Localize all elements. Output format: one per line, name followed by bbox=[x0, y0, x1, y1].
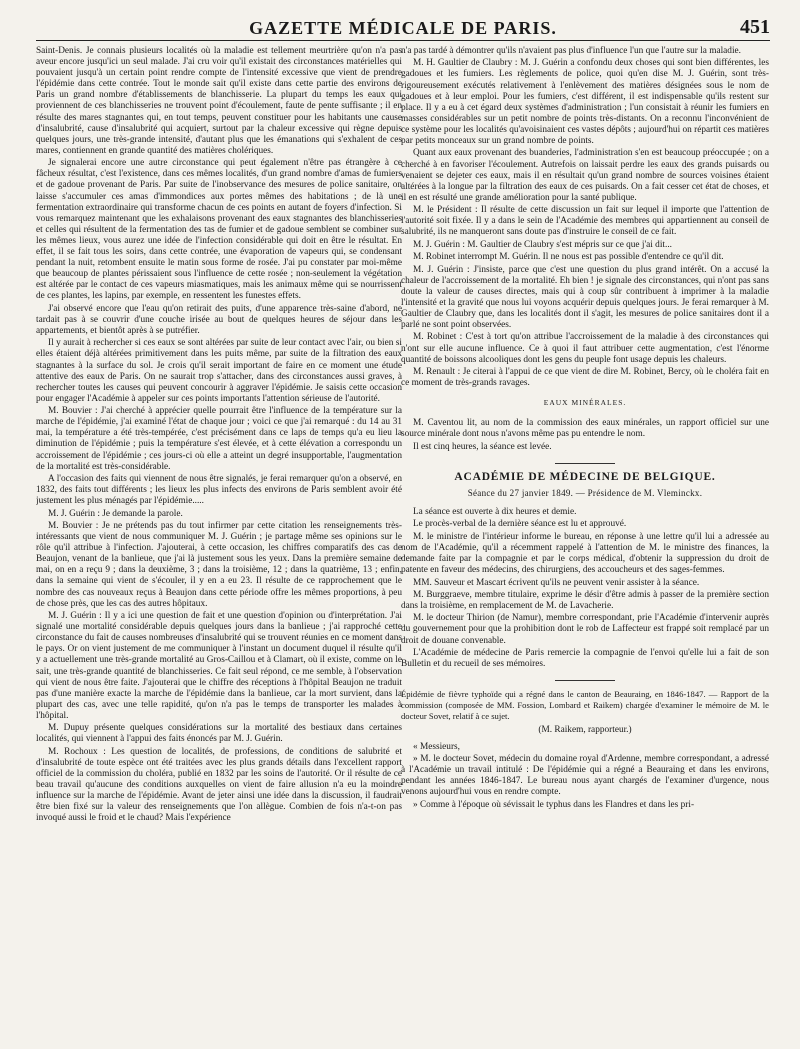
paragraph: MM. Sauveur et Mascart écrivent qu'ils ne peuvent venir assister à la séance. bbox=[413, 577, 700, 588]
paragraph: M. le ministre de l'intérieur informe le bureau, en réponse à une lettre qu'il lui a adressée au nom de l'Académie, qu'il a récemment rappelé à l'attention de M. le ministre des finances, la demande faite par la compagnie et par le corps médical, d'obtenir la suppression du droit de patente en faveur des médecins, des chirurgiens, des accoucheurs et des sages-femmes. bbox=[401, 531, 769, 576]
paragraph: J'ai observé encore que l'eau qu'on retirait des puits, d'une apparence très-saine d'abord, ne tardait pas à se couvrir d'une couche irisée au bout de quelques heures de séjour dans les appartements, et bientôt après à se putréfier. bbox=[36, 303, 402, 336]
paragraph: Je signalerai encore une autre circonstance qui peut également n'être pas étrangère à ce fâcheux résultat, c'est l'existence, dans ces mêmes localités, d'un grand nombre d'amas de fumiers et de gadoue provenant de Paris. Par suite de l'inobservance des mesures de police sanitaire, on laisse s'accumuler ces amas d'immondices aux portes mêmes des habitations ; de là une fermentation extraordinaire qui transforme chacun de ces points en autant de foyers d'infection. Si vous remarquez maintenant que les exhalaisons provenant des eaux stagnantes des blanchisseries et celles qui résultent de la fermentation des tas de fumier et de gadoue semblent se combiner sur les mêmes lieux, vous aurez une idée de l'infection considérable qui doit en être le résultat. En effet, il se fait tous les soirs, dans cette contrée, une évaporation de vapeurs qui, se condensant pendant la nuit, retombent ensuite le matin sous forme de rosée. J'ai pu constater par moi-même que beaucoup de plantes périssaient sous l'influence de cette rosée ; non-seulement la végétation est altérée par le contact de ces vapeurs miasmatiques, mais les animaux même qui se nourrissent de ces plantes, les lapins, par exemple, en ressentent les funestes effets. bbox=[36, 158, 402, 302]
page-number: 451 bbox=[740, 16, 770, 38]
paragraph: M. J. Guérin : M. Gaultier de Claubry s'est mépris sur ce que j'ai dit... bbox=[413, 239, 672, 250]
paragraph: M. J. Guérin : J'insiste, parce que c'est une question du plus grand intérêt. On a accusé la chaleur de l'accroissement de la mortalité. Eh bien ! je signale des circonstances, qui n'ont pas sans doute la valeur de causes directes, mais qui à coup sûr contribuent à imprimer à la maladie l'intensité et la gravité que nous lui voyons acquérir depuis quelques jours. Je ferai remarquer à M. Gaultier de Claubry que, dans les localités dont il s'agit, les mesures de police sanitaires dont il a parlé ne sont point observées. bbox=[401, 264, 769, 331]
section-divider bbox=[555, 680, 615, 681]
section-heading-eaux: EAUX MINÉRALES. bbox=[543, 398, 627, 408]
paragraph: M. Burggraeve, membre titulaire, exprime le désir d'être admis à passer de la première section dans la troisième, en remplacement de M. de Lavacherie. bbox=[401, 589, 769, 611]
left-column bbox=[36, 46, 402, 1046]
page-header bbox=[36, 14, 770, 41]
paragraph: M. Robinet interrompt M. Guérin. Il ne nous est pas possible d'entendre ce qu'il dit. bbox=[413, 252, 724, 263]
paragraph: M. Bouvier : J'ai cherché à apprécier quelle pourrait être l'influence de la température sur la marche de l'épidémie, j'ai examiné l'état de chaque jour ; voici ce que j'ai remarqué : du 14 au 31 mai, la température a été très-tempérée, c'est précisément dans ce laps de temps qu'a eu lieu la diminution de l'épidémie ; puis la température s'est élevée, et à cette élévation a correspondu un accroissement de l'épidémie ; ces jours-ci où elle a atteint un degré insupportable, l'augmentation de la mortalité est très-considérable. bbox=[36, 406, 402, 472]
paragraph: Il est cinq heures, la séance est levée. bbox=[413, 441, 552, 452]
paragraph: Il y aurait à rechercher si ces eaux se sont altérées par suite de leur contact avec l'air, ou bien si elles étaient déjà altérées primitivement dans les puits même, par suite de la filtration des eaux stagnantes à la surface du sol. Je crois qu'il serait important de faire en ce moment une étude attentive des eaux de Paris. On ne saurait trop s'attacher, dans des circonstances aussi graves, à rechercher toutes les causes qui peuvent concourir à aggraver l'épidémie. Je saisis cette occasion pour engager l'Académie à appeler sur ces points importants l'attention sérieuse de l'autorité. bbox=[36, 338, 402, 404]
paragraph: n'a pas tardé à démontrer qu'ils n'avaient pas plus d'influence l'un que l'autre sur la maladie. bbox=[401, 46, 741, 56]
paragraph: La séance est ouverte à dix heures et demie. bbox=[413, 507, 577, 518]
paragraph: M. H. Gaultier de Claubry : M. J. Guérin a confondu deux choses qui sont bien différentes, les gadoues et les fumiers. Les règlements de police, quoi qu'en dise M. J. Guérin, sont très-rigoureusement exécutés relativement à l'enlèvement des matières désignées sous le nom de gadoues et à leur emploi. Pour les fumiers, c'est différent, il est indispensable qu'ils restent sur place. Il y a eu à cet égard deux systèmes d'administration ; l'un consistait à réunir les fumiers en masses considérables sur un petit nombre de points très-distants. On a reconnu l'inconvénient de ce système pour les localités qu'avoisinaient ces vastes dépôts ; aujourd'hui on répartit ces matières par petits monceaux sur un grand nombre de points. bbox=[401, 58, 769, 147]
epidemic-report-heading: Épidémie de fièvre typhoïde qui a régné dans le canton de Beauraing, en 1846-1847. — Rapport de la commission (composée de MM. Fossion, Lombard et Raikem) chargée d'examiner le mémoire de M. le docteur Sovet, relatif à ce sujet. bbox=[401, 689, 769, 721]
paragraph: Le procès-verbal de la dernière séance est lu et approuvé. bbox=[413, 519, 627, 530]
paragraph: M. Renault : Je citerai à l'appui de ce que vient de dire M. Robinet, Bercy, où le choléra fait en ce moment de très-grands ravages. bbox=[401, 367, 769, 389]
paragraph: M. le Président : Il résulte de cette discussion un fait sur lequel il importe que l'attention de l'autorité soit fixée. Il y a dans le sein de l'Académie des membres qui appartiennent au conseil de salubrité, ils ne manqueront sans doute pas d'instruire le conseil de ce fait. bbox=[401, 205, 769, 238]
paragraph: M. Robinet : C'est à tort qu'on attribue l'accroissement de la maladie à des circonstances qui n'ont sur elle aucune influence. Ce à quoi il faut attribuer cette augmentation, c'est l'énorme quantité de boissons alcooliques dont les gens du peuple font usage depuis les chaleurs. bbox=[401, 332, 769, 365]
paragraph: L'Académie de médecine de Paris remercie la compagnie de l'envoi qu'elle lui a fait de son Bulletin et du recueil de ses mémoires. bbox=[401, 647, 769, 670]
section-divider bbox=[555, 463, 615, 464]
paragraph: M. J. Guérin : Il y a ici une question de fait et une question d'opinion ou d'interprétation. J'ai signalé une mortalité considérable depuis quelques jours dans la banlieue ; j'ai rapproché cette circonstance du fait de causes nombreuses d'insalubrité qui se trouvent réunies en ce moment dans le pays. Or on vient justement de me communiquer à l'instant un document duquel il résulte qu'il y a actuellement une très-grande mortalité au Gros-Caillou et à Clamart, où il existe, comme on le sait, une très-grande quantité de blanchisseries. Ce fait seul répond, ce me semble, à l'observation qui vient de nous être faite. J'ajouterai que le chiffre des réceptions à l'hôpital Beaujon ne traduit pas d'une manière exacte la marche de l'épidémie dans la banlieue, car la mort survient, dans la plupart des cas, avec une telle rapidité, qu'on n'a pas le temps de transporter les malades à l'hôpital. bbox=[36, 611, 402, 721]
rapporteur-line: (M. Raikem, rapporteur.) bbox=[538, 724, 632, 735]
paragraph: » Comme à l'époque où sévissait le typhus dans les Flandres et dans les pri- bbox=[413, 799, 695, 810]
paragraph: Saint-Denis. Je connais plusieurs localités où la maladie est tellement meurtrière qu'on n'a pas aveur encore jusqu'ici un seul malade. J'ai cru voir qu'il existait des circonstances matérielles qui pouvaient jusqu'à un certain point rendre compte de l'intensité excessive que vient de prendre l'épidémie dans cette contrée. Tout le monde sait qu'il existe dans cette partie des environs de Paris un grand nombre d'établissements de blanchisserie. La plupart du temps les eaux qui proviennent de ces blanchisseries ne trouvent point d'écoulement, faute de pente suffisante ; il en résulte des mares stagnantes qui, en tout temps, peuvent constituer pour les habitants une cause d'insalubrité, cause d'insalubrité qui acquiert, surtout par la chaleur excessive qui règne depuis quelques jours, une très-grande intensité, d'autant plus que les émanations qui s'exhalent de ces mares, contiennent en grande quantité des matières cholériques. bbox=[36, 46, 402, 156]
paragraph: Quant aux eaux provenant des buanderies, l'administration s'en est beaucoup préoccupée ; on a cherché à en favoriser l'écoulement. Autrefois on laissait perdre les eaux des grands puisards ou venaient se dejeter ces eaux, mais il en résultait qu'un grand nombre de sources voisines étaient altérées à la longue par la filtration des eaux de ces puisards. On a fait cesser cet état de choses, et il en est résulté une grande amélioration pour la santé publique. bbox=[401, 148, 769, 203]
academy-heading: ACADÉMIE DE MÉDECINE DE BELGIQUE. bbox=[454, 470, 716, 483]
journal-title: GAZETTE MÉDICALE DE PARIS. bbox=[249, 18, 557, 38]
right-column bbox=[401, 46, 769, 1046]
paragraph: A l'occasion des faits qui viennent de nous être signalés, je ferai remarquer qu'on a observé, en 1832, des faits tout différents ; les lieux les plus infects des environs de Paris semblent avoir été justement les plus ménagés par l'épidémie..... bbox=[36, 474, 402, 507]
paragraph: « Messieurs, bbox=[413, 741, 460, 752]
paragraph: M. Caventou lit, au nom de la commission des eaux minérales, un rapport officiel sur une source minérale dont nous n'avons même pas pu entendre le nom. bbox=[401, 418, 769, 440]
paragraph: M. le docteur Thirion (de Namur), membre correspondant, prie l'Académie d'intervenir auprès du gouvernement pour que la prohibition dont le rob de Laffecteur est frappé soit remplacé par un droit de douane convenable. bbox=[401, 613, 769, 646]
paragraph: M. Rochoux : Les question de localités, de professions, de conditions de salubrité et d'insalubrité de toute espèce ont été traitées avec les plus grands détails dans l'excellent rapport officiel de la commission du choléra, publié en 1832 par les soins de l'autorité. Or il résulte de ce beau travail qu'aucune des conditions auxquelles on vient de faire allusion n'a eu la moindre influence sur la marche de l'épidémie. Avant de jeter ainsi une idée dans la discussion, il faudrait être bien fixé sur la valeur des renseignements que l'on allègue. Combien de fois n'a-t-on pas invoqué aussi le froid et le chaud? Mais l'expérience bbox=[36, 746, 402, 824]
paragraph: » M. le docteur Sovet, médecin du domaine royal d'Ardenne, membre correspondant, a adressé à l'Académie un travail intitulé : De l'épidémie qui a régné a Beauraing et dans les environs, pendant les années 1846-1847. Le bureau nous ayant chargés de l'examiner d'urgence, nous venons aujourd'hui vous en rendre compte. bbox=[401, 754, 769, 798]
paragraph: M. Bouvier : Je ne prétends pas du tout infirmer par cette citation les renseignements très-intéressants que vient de nous communiquer M. J. Guérin ; je partage même ses opinions sur le rôle qu'il attribue à l'infection. J'ajouterai, à cette occasion, les chiffres comparatifs des cas de Beaujon, venant de la banlieue, que j'ai là justement sous les yeux. Dans la première semaine de mai, on en a reçu 9 ; dans la deuxième, 3 ; dans la troisième, 12 ; dans la quatrième, 13 ; enfin, dans la semaine qui vient de s'écouler, il y en a eu 23. Il résulte de ce rapprochement que le nombre des cas nouveaux reçus à Beaujon dans cette période offre les mêmes proportions, à peu de chose près, que les cas des autres hôpitaux. bbox=[36, 521, 402, 609]
seance-line: Séance du 27 janvier 1849. — Présidence de M. Vleminckx. bbox=[467, 487, 703, 498]
paragraph: M. J. Guérin : Je demande la parole. bbox=[48, 508, 183, 519]
paragraph: M. Dupuy présente quelques considérations sur la mortalité des bestiaux dans certaines localités, qui viennent à l'appui des faits énoncés par M. J. Guérin. bbox=[36, 723, 402, 745]
